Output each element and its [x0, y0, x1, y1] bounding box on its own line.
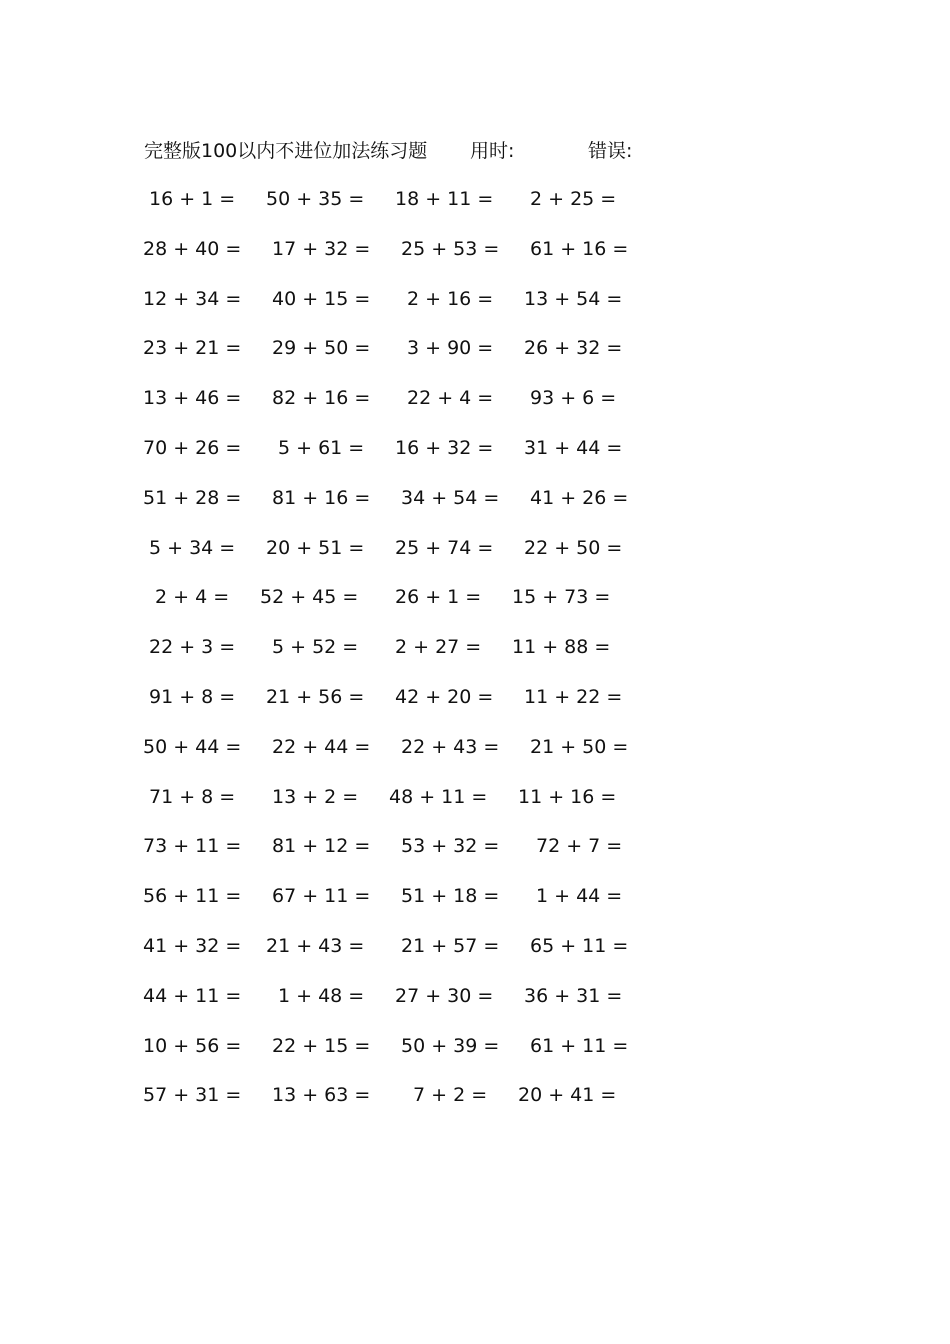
problem-row [0, 931, 950, 981]
problem-row [0, 184, 950, 234]
addition-problem: 5 + 52 = [272, 636, 359, 659]
addition-problem: 21 + 43 = [266, 934, 365, 957]
problem-row [0, 732, 950, 782]
addition-problem: 16 + 32 = [395, 436, 494, 459]
addition-problem: 81 + 12 = [272, 835, 371, 858]
problem-row [0, 1080, 950, 1130]
addition-problem: 18 + 11 = [395, 188, 494, 210]
addition-problem: 82 + 16 = [272, 387, 371, 410]
addition-problem: 48 + 11 = [389, 785, 488, 808]
addition-problem: 50 + 35 = [266, 188, 365, 210]
addition-problem: 50 + 39 = [401, 1034, 500, 1057]
addition-problem: 22 + 4 = [407, 387, 494, 410]
addition-problem: 53 + 32 = [401, 835, 500, 858]
addition-problem: 16 + 1 = [149, 188, 236, 210]
addition-problem: 40 + 15 = [272, 287, 371, 310]
addition-problem: 20 + 41 = [518, 1084, 617, 1107]
problem-row [0, 284, 950, 334]
addition-problem: 28 + 40 = [143, 237, 242, 260]
addition-problem: 29 + 50 = [272, 337, 371, 360]
addition-problem: 21 + 57 = [401, 934, 500, 957]
problem-row [0, 1031, 950, 1081]
addition-problem: 22 + 43 = [401, 735, 500, 758]
addition-problem: 2 + 4 = [155, 586, 230, 609]
addition-problem: 93 + 6 = [530, 387, 617, 410]
addition-problem: 73 + 11 = [143, 835, 242, 858]
addition-problem: 10 + 56 = [143, 1034, 242, 1057]
addition-problem: 17 + 32 = [272, 237, 371, 260]
addition-problem: 56 + 11 = [143, 885, 242, 908]
addition-problem: 61 + 16 = [530, 237, 629, 260]
addition-problem: 42 + 20 = [395, 685, 494, 708]
addition-problem: 25 + 74 = [395, 536, 494, 559]
problem-row [0, 483, 950, 533]
addition-problem: 70 + 26 = [143, 436, 242, 459]
addition-problem: 51 + 18 = [401, 885, 500, 908]
addition-problem: 20 + 51 = [266, 536, 365, 559]
problem-row [0, 234, 950, 284]
addition-problem: 1 + 44 = [536, 885, 623, 908]
error-label: 错误: [588, 140, 633, 162]
addition-problem: 21 + 56 = [266, 685, 365, 708]
addition-problem: 27 + 30 = [395, 984, 494, 1007]
problem-row [0, 582, 950, 632]
addition-problem: 22 + 44 = [272, 735, 371, 758]
problem-row [0, 632, 950, 682]
addition-problem: 44 + 11 = [143, 984, 242, 1007]
addition-problem: 5 + 61 = [278, 436, 365, 459]
problem-grid [0, 184, 950, 1130]
addition-problem: 22 + 50 = [524, 536, 623, 559]
addition-problem: 5 + 34 = [149, 536, 236, 559]
problem-row [0, 682, 950, 732]
problem-row [0, 383, 950, 433]
addition-problem: 25 + 53 = [401, 237, 500, 260]
addition-problem: 11 + 22 = [524, 685, 623, 708]
addition-problem: 23 + 21 = [143, 337, 242, 360]
addition-problem: 13 + 54 = [524, 287, 623, 310]
problem-row [0, 981, 950, 1031]
addition-problem: 2 + 16 = [407, 287, 494, 310]
addition-problem: 50 + 44 = [143, 735, 242, 758]
addition-problem: 13 + 63 = [272, 1084, 371, 1107]
problem-row [0, 333, 950, 383]
addition-problem: 91 + 8 = [149, 685, 236, 708]
problem-row [0, 831, 950, 881]
addition-problem: 2 + 27 = [395, 636, 482, 659]
problem-row [0, 433, 950, 483]
addition-problem: 72 + 7 = [536, 835, 623, 858]
addition-problem: 22 + 3 = [149, 636, 236, 659]
addition-problem: 26 + 1 = [395, 586, 482, 609]
addition-problem: 12 + 34 = [143, 287, 242, 310]
addition-problem: 13 + 46 = [143, 387, 242, 410]
addition-problem: 15 + 73 = [512, 586, 611, 609]
problem-row [0, 881, 950, 931]
addition-problem: 57 + 31 = [143, 1084, 242, 1107]
time-label: 用时: [470, 140, 515, 162]
addition-problem: 52 + 45 = [260, 586, 359, 609]
addition-problem: 13 + 2 = [272, 785, 359, 808]
addition-problem: 22 + 15 = [272, 1034, 371, 1057]
addition-problem: 41 + 26 = [530, 486, 629, 509]
addition-problem: 36 + 31 = [524, 984, 623, 1007]
addition-problem: 51 + 28 = [143, 486, 242, 509]
addition-problem: 11 + 16 = [518, 785, 617, 808]
addition-problem: 11 + 88 = [512, 636, 611, 659]
addition-problem: 7 + 2 = [413, 1084, 488, 1107]
problem-row [0, 782, 950, 832]
addition-problem: 21 + 50 = [530, 735, 629, 758]
addition-problem: 61 + 11 = [530, 1034, 629, 1057]
addition-problem: 65 + 11 = [530, 934, 629, 957]
addition-problem: 67 + 11 = [272, 885, 371, 908]
addition-problem: 3 + 90 = [407, 337, 494, 360]
worksheet-title: 完整版100以内不进位加法练习题 [144, 140, 428, 162]
problem-row [0, 533, 950, 583]
addition-problem: 34 + 54 = [401, 486, 500, 509]
addition-problem: 81 + 16 = [272, 486, 371, 509]
addition-problem: 26 + 32 = [524, 337, 623, 360]
addition-problem: 41 + 32 = [143, 934, 242, 957]
addition-problem: 71 + 8 = [149, 785, 236, 808]
addition-problem: 1 + 48 = [278, 984, 365, 1007]
addition-problem: 2 + 25 = [530, 188, 617, 210]
addition-problem: 31 + 44 = [524, 436, 623, 459]
